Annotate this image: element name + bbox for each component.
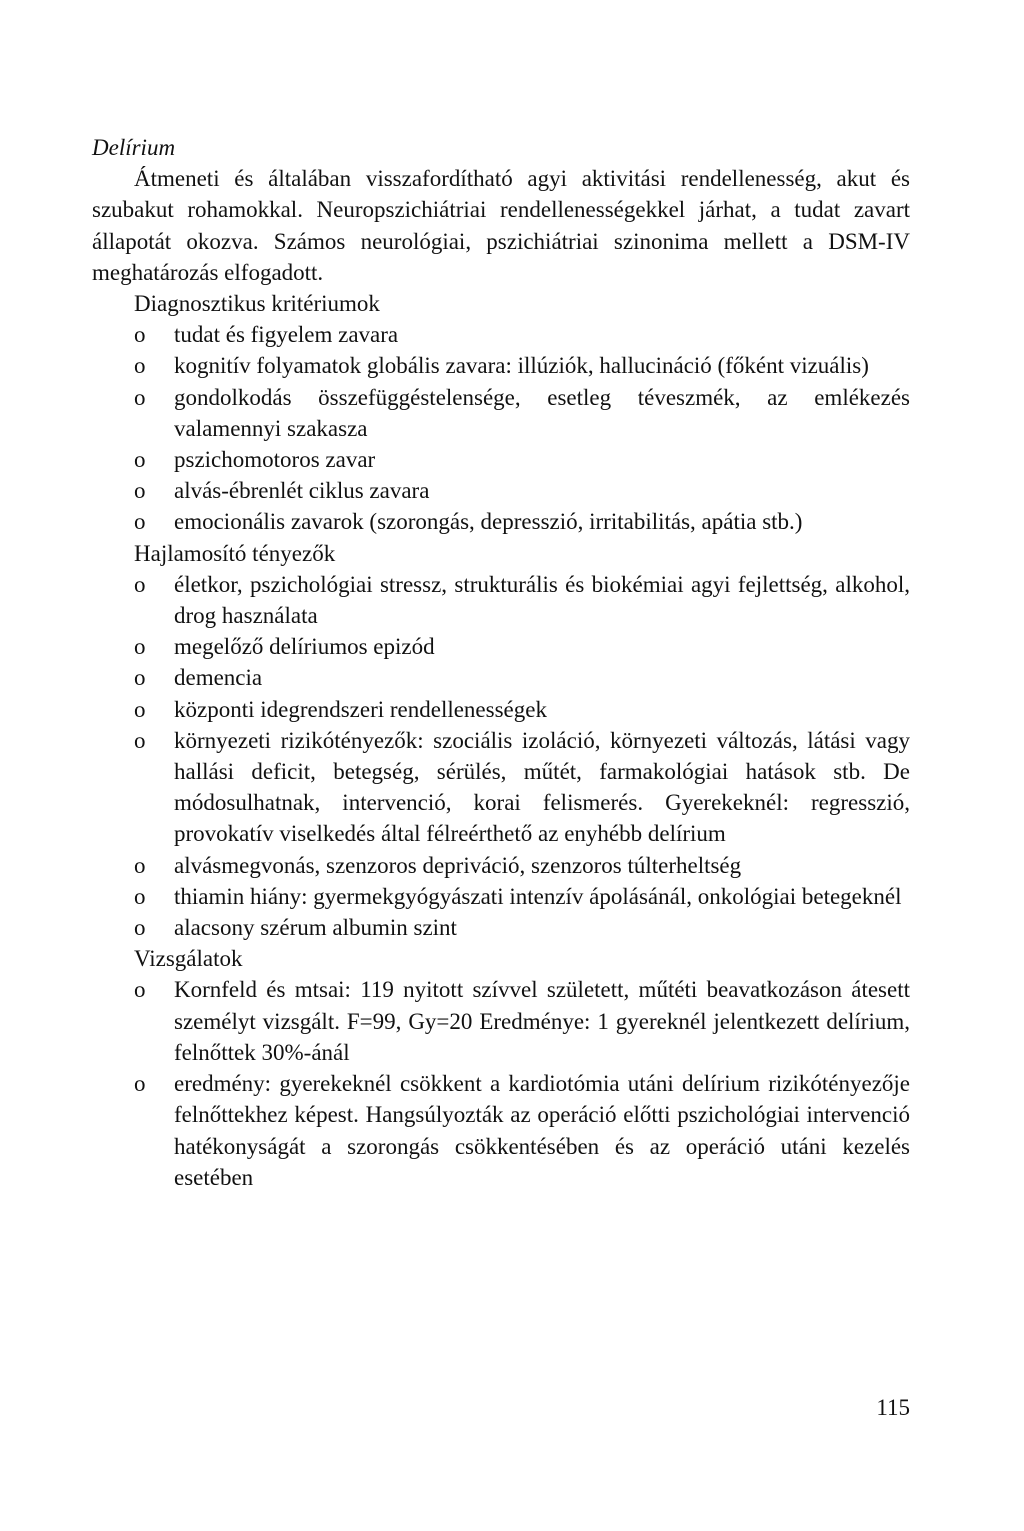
bullet-marker: o [134,447,146,473]
list-item [134,974,910,1068]
bullet-marker: o [134,322,146,348]
list-item-text: környezeti rizikótényezők: szociális izoláció, környezeti változás, látási vagy hallási deficit, betegség, sérülés, műtét, farmakológiai hatások stb. De módosulhatnak, intervenció, korai felismerés. Gyerekeknél: regresszió, provokatív viselkedés által félreérthető az enyhébb delírium [174,727,910,847]
bullet-marker: o [134,915,146,941]
section-heading: Hajlamosító tényezők [134,540,336,566]
list-item [134,912,910,943]
list-item-text: gondolkodás összefüggéstelensége, esetleg téveszmék, az emlékezés valamennyi szakasza [174,384,910,441]
bullet-marker: o [134,977,146,1003]
bullet-marker: o [134,665,146,691]
bullet-marker: o [134,852,146,878]
bullet-list [134,319,910,537]
list-item-text: thiamin hiány: gyermekgyógyászati intenzív ápolásánál, onkológiai betegeknél [174,883,902,909]
chapter-title: Delírium [92,135,176,160]
list-item [134,694,910,725]
intro-paragraph: Átmeneti és általában visszafordítható agyi aktivitási rendellenesség, akut és szubakut rohamokkal. Neuropszichiátriai rendellenességekkel járhat, a tudat zavart állapotát okozva. Számos neurológiai, pszichiátriai szinonima mellett a DSM-IV meghatározás elfogadott. [92,166,910,285]
section-diagnostic-criteria [92,288,910,538]
bullet-marker: o [134,634,146,660]
list-item [134,475,910,506]
list-item [134,569,910,631]
bullet-marker: o [134,727,146,753]
list-item [134,350,910,381]
list-item-text: tudat és figyelem zavara [174,322,399,348]
bullet-list [134,974,910,1192]
page-number: 115 [876,1395,910,1420]
list-item-text: kognitív folyamatok globális zavara: illúziók, hallucináció (főként vizuális) [174,353,869,379]
bullet-marker: o [134,478,146,504]
bullet-list [134,569,910,943]
bullet-marker: o [134,571,146,597]
list-item [134,382,910,444]
list-item [134,725,910,850]
section-predisposing-factors [92,538,910,944]
list-item-text: alacsony szérum albumin szint [174,915,457,941]
list-item-text: megelőző delíriumos epizód [174,634,435,660]
list-item [134,850,910,881]
list-item-text: alvásmegvonás, szenzoros depriváció, szenzoros túlterheltség [174,852,742,878]
list-item-text: eredmény: gyerekeknél csökkent a kardiotómia utáni delírium rizikótényezője felnőttekhez képest. Hangsúlyozták az operáció előtti pszichológiai intervenció hatékonyságát a szorongás csökkentésében és az operáció utáni kezelés esetében [174,1071,910,1190]
list-item [134,1068,910,1193]
section-heading: Vizsgálatok [134,946,243,972]
bullet-marker: o [134,883,146,909]
bullet-marker: o [134,1071,146,1097]
list-item-text: demencia [174,665,263,691]
list-item-text: központi idegrendszeri rendellenességek [174,696,547,722]
list-item-text: emocionális zavarok (szorongás, depresszió, irritabilitás, apátia stb.) [174,509,803,535]
list-item [134,662,910,693]
list-item [134,506,910,537]
list-item-text: pszichomotoros zavar [174,447,376,473]
page-content [92,132,910,1193]
bullet-marker: o [134,696,146,722]
list-item-text: életkor, pszichológiai stressz, strukturális és biokémiai agyi fejlettség, alkohol, drog használata [174,571,910,629]
list-item-text: alvás-ébrenlét ciklus zavara [174,478,430,504]
bullet-marker: o [134,509,146,535]
section-studies [92,943,910,1193]
list-item [134,319,910,350]
list-item [134,881,910,912]
bullet-marker: o [134,384,146,410]
list-item [134,631,910,662]
list-item [134,444,910,475]
list-item-text: Kornfeld és mtsai: 119 nyitott szívvel született, műtéti beavatkozáson átesett személyt vizsgált. F=99, Gy=20 Eredménye: 1 gyereknél jelentkezett delírium, felnőttek 30%-ánál [174,977,910,1065]
bullet-marker: o [134,353,146,379]
section-heading: Diagnosztikus kritériumok [134,291,380,317]
